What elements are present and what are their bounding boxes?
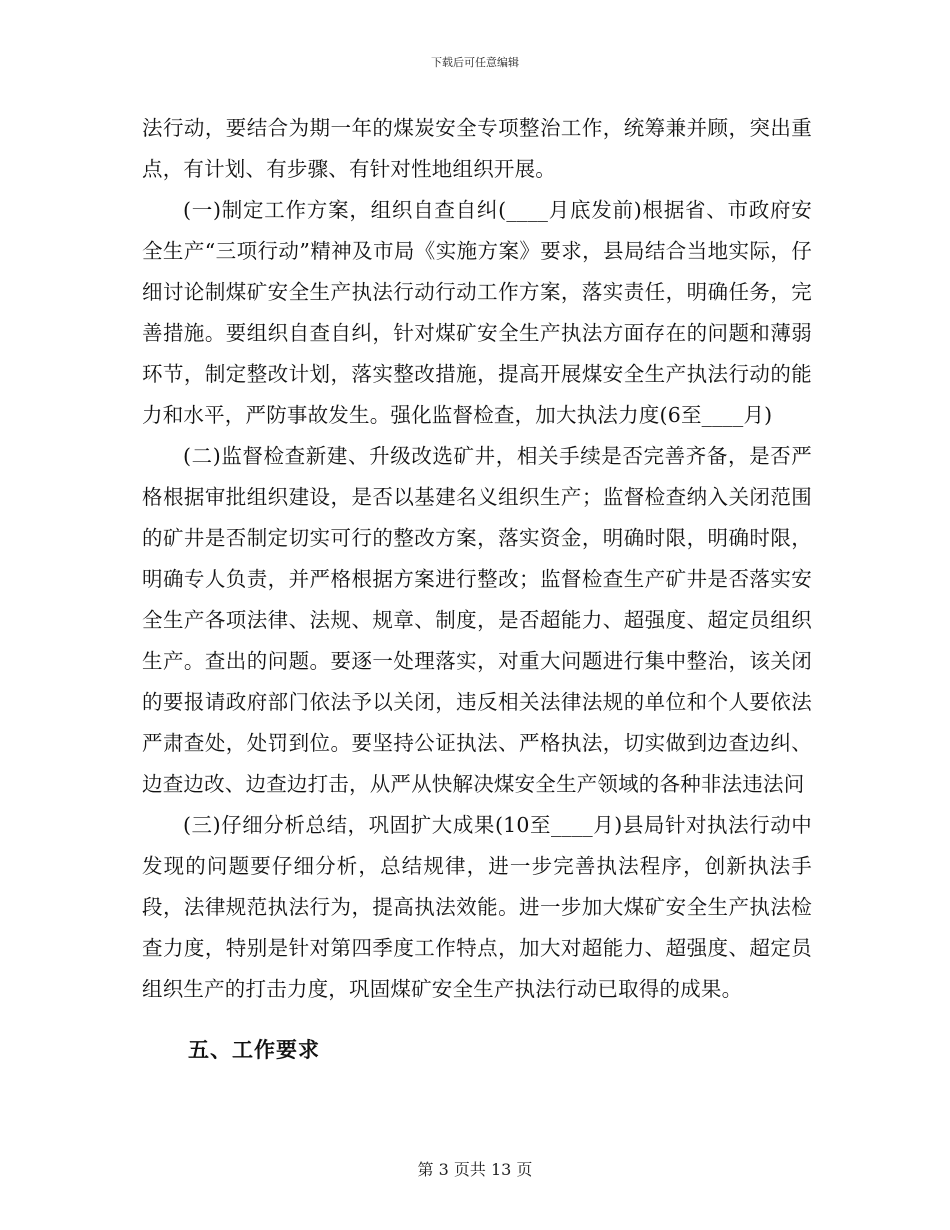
paragraph-continuation: 法行动，要结合为期一年的煤炭安全专项整治工作，统筹兼并顾，突出重点，有计划、有步骤、有针对性地组织开展。 <box>142 116 812 181</box>
paragraph-step-one: (一)制定工作方案，组织自查自纠(____月底发前)根据省、市政府安全生产“三项行动”精神及市局《实施方案》要求，县局结合当地实际，仔细讨论制煤矿安全生产执法行动行动工作方案，落实责任，明确任务，完善措施。要组织自查自纠，针对煤矿安全生产执法方面存在的问题和薄弱环节，制定整改计划，落实整改措施，提高开展煤安全生产执法行动的能力和水平，严防事故发生。强化监督检查，加大执法力度(6至____月) <box>142 198 812 427</box>
paragraph-step-two: (二)监督检查新建、升级改选矿井，相关手续是否完善齐备，是否严格根据审批组织建设，是否以基建名义组织生产；监督检查纳入关闭范围的矿井是否制定切实可行的整改方案，落实资金，明确时限，明确时限，明确专人负责，并严格根据方案进行整改；监督检查生产矿井是否落实安全生产各项法律、法规、规章、制度，是否超能力、超强度、超定员组织生产。查出的问题。要逐一处理落实，对重大问题进行集中整治，该关闭的要报请政府部门依法予以关闭，违反相关法律法规的单位和个人要依法严肃查处，处罚到位。要坚持公证执法、严格执法，切实做到边查边纠、边查边改、边查边打击，从严从快解决煤安全生产领域的各种非法违法问 <box>142 444 812 796</box>
paragraph-step-three: (三)仔细分析总结，巩固扩大成果(10至____月)县局针对执法行动中发现的问题要仔细分析，总结规律，进一步完善执法程序，创新执法手段，法律规范执法行为，提高执法效能。进一步加大煤矿安全生产执法检查力度，特别是针对第四季度工作特点，加大对超能力、超强度、超定员组织生产的打击力度，巩固煤矿安全生产执法行动已取得的成果。 <box>142 813 812 1001</box>
header-note: 下载后可任意编辑 <box>431 56 519 69</box>
page-footer: 第 3 页共 13 页 <box>417 1160 533 1179</box>
document-body <box>142 108 812 1010</box>
section-heading: 五、工作要求 <box>188 1038 320 1062</box>
